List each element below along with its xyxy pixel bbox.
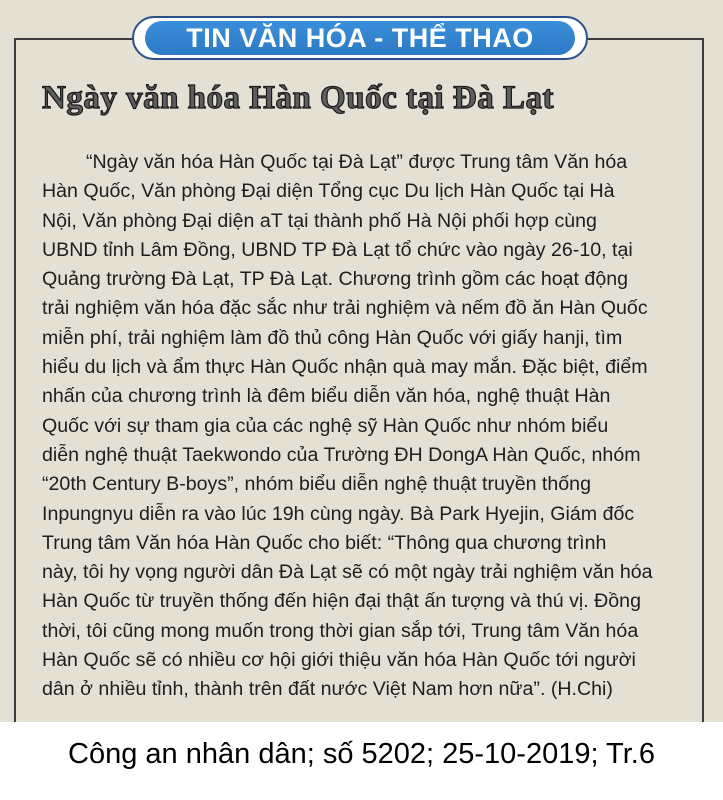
body-line: Hàn Quốc từ truyền thống đến hiện đại thật ấn tượng và thú vị. Đồng xyxy=(42,590,641,613)
body-line: hiểu du lịch và ẩm thực Hàn Quốc nhận quà may mắn. Đặc biệt, điểm xyxy=(42,356,648,379)
body-line: này, tôi hy vọng người dân Đà Lạt sẽ có một ngày trải nghiệm văn hóa xyxy=(42,561,653,584)
body-line: Hàn Quốc sẽ có nhiều cơ hội giới thiệu văn hóa Hàn Quốc tới người xyxy=(42,649,636,672)
body-line: trải nghiệm văn hóa đặc sắc như trải nghiệm và nếm đồ ăn Hàn Quốc xyxy=(42,297,648,320)
body-line: Trung tâm Văn hóa Hàn Quốc cho biết: “Thông qua chương trình xyxy=(42,531,607,554)
body-line: “Ngày văn hóa Hàn Quốc tại Đà Lạt” được Trung tâm Văn hóa xyxy=(86,151,628,173)
body-line: diễn nghệ thuật Taekwondo của Trường ĐH DongA Hàn Quốc, nhóm xyxy=(42,443,641,466)
body-line: Hàn Quốc, Văn phòng Đại diện Tổng cục Du lịch Hàn Quốc tại Hà xyxy=(42,180,615,203)
article-headline: Ngày văn hóa Hàn Quốc tại Đà Lạt xyxy=(42,80,554,116)
section-header xyxy=(132,16,588,60)
body-line: nhấn của chương trình là đêm biểu diễn văn hóa, nghệ thuật Hàn xyxy=(42,385,611,408)
body-line: Quốc với sự tham gia của các nghệ sỹ Hàn Quốc như nhóm biểu xyxy=(42,414,609,437)
body-line: “20th Century B-boys”, nhóm biểu diễn nghệ thuật truyền thống xyxy=(42,473,591,496)
section-header-band xyxy=(145,21,575,55)
body-line: dân ở nhiều tỉnh, thành trên đất nước Việt Nam hơn nữa”. (H.Chi) xyxy=(42,678,613,701)
source-caption: Công an nhân dân; số 5202; 25-10-2019; Tr.6 xyxy=(68,738,655,770)
article-body xyxy=(42,148,686,705)
body-line: miễn phí, trải nghiệm làm đồ thủ công Hàn Quốc với giấy hanji, tìm xyxy=(42,326,623,349)
body-line: UBND tỉnh Lâm Đồng, UBND TP Đà Lạt tổ chức vào ngày 26-10, tại xyxy=(42,238,633,261)
section-label: TIN VĂN HÓA - THỂ THAO xyxy=(186,22,534,53)
body-line: thời, tôi cũng mong muốn trong thời gian sắp tới, Trung tâm Văn hóa xyxy=(42,619,639,642)
body-line: Nội, Văn phòng Đại diện aT tại thành phố Hà Nội phối hợp cùng xyxy=(42,209,597,232)
body-line: Quảng trường Đà Lạt, TP Đà Lạt. Chương trình gồm các hoạt động xyxy=(42,268,629,291)
body-line: Inpungnyu diễn ra vào lúc 19h cùng ngày. Bà Park Hyejin, Giám đốc xyxy=(42,502,635,525)
